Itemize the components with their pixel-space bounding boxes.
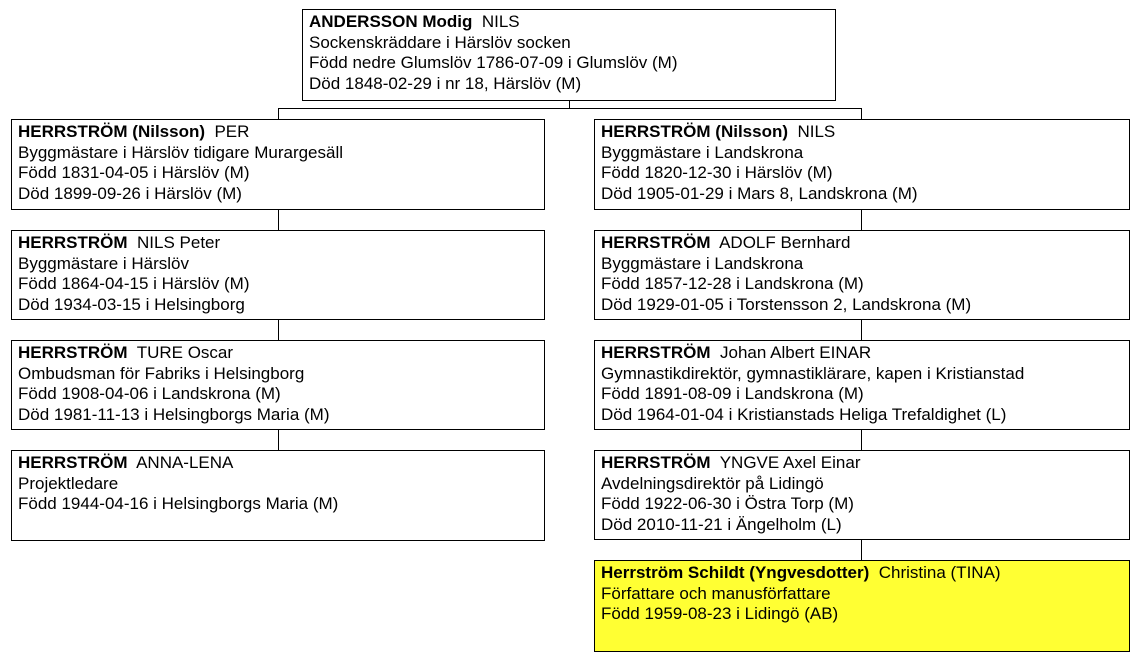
- person-card-right-4: [594, 450, 1130, 540]
- person-born: Född 1908-04-06 i Landskrona (M): [18, 384, 281, 403]
- person-card-right-1: [594, 119, 1130, 210]
- person-surname: HERRSTRÖM: [601, 233, 711, 252]
- person-given-name: ANNA-LENA: [136, 453, 234, 472]
- person-died: Död 1929-01-05 i Torstensson 2, Landskrona (M): [601, 294, 972, 314]
- connector-right-2-3: [861, 319, 862, 341]
- person-name: [18, 453, 538, 474]
- person-occupation: Byggmästare i Härslöv: [18, 253, 190, 273]
- person-given-name: NILS Peter: [137, 233, 221, 252]
- person-card-left-1: [11, 119, 545, 210]
- connector-horizontal: [278, 108, 862, 109]
- person-given-name: Johan Albert EINAR: [720, 343, 872, 362]
- person-occupation: Ombudsman för Fabriks i Helsingborg: [18, 363, 305, 383]
- person-given-name: TURE Oscar: [136, 343, 234, 362]
- person-born: Född nedre Glumslöv 1786-07-09 i Glumslöv (M): [309, 53, 678, 72]
- person-died: Död 2010-11-21 i Ängelholm (L): [601, 514, 842, 534]
- person-born: Född 1959-08-23 i Lidingö (AB): [601, 604, 839, 623]
- person-surname: HERRSTRÖM: [18, 233, 128, 252]
- person-given-name: YNGVE Axel Einar: [719, 453, 861, 472]
- person-surname: HERRSTRÖM: [18, 343, 128, 362]
- person-died: Död 1964-01-04 i Kristianstads Heliga Trefaldighet (L): [601, 404, 1007, 424]
- person-died: Död 1934-03-15 i Helsingborg: [18, 294, 245, 314]
- connector-left-3-4: [278, 429, 279, 451]
- person-card-right-2: [594, 230, 1130, 320]
- person-born: Född 1831-04-05 i Härslöv (M): [18, 163, 250, 182]
- person-given-name: PER: [214, 122, 250, 141]
- person-name: [18, 122, 538, 143]
- person-died: Död 1848-02-29 i nr 18, Härslöv (M): [309, 73, 582, 93]
- person-surname: HERRSTRÖM: [18, 453, 128, 472]
- person-given-name: NILS: [797, 122, 836, 141]
- connector-right-1-2: [861, 209, 862, 231]
- person-died: Död 1899-09-26 i Härslöv (M): [18, 183, 242, 203]
- connector-left-1-2: [278, 209, 279, 231]
- person-occupation: Byggmästare i Landskrona: [601, 253, 804, 273]
- person-born: Född 1857-12-28 i Landskrona (M): [601, 274, 864, 293]
- person-name: [601, 453, 1123, 474]
- person-card-root: [302, 9, 836, 101]
- person-name: [601, 122, 1123, 143]
- person-given-name: NILS: [481, 12, 520, 31]
- person-card-left-4: [11, 450, 545, 541]
- person-card-right-3: [594, 340, 1130, 430]
- person-name: [601, 233, 1123, 254]
- person-name: [601, 343, 1123, 364]
- person-occupation: Byggmästare i Härslöv tidigare Murargesäll: [18, 142, 344, 162]
- person-given-name: ADOLF Bernhard: [719, 233, 851, 252]
- person-occupation: Gymnastikdirektör, gymnastiklärare, kapen i Kristianstad: [601, 363, 1025, 383]
- person-surname: Herrström Schildt (Yngvesdotter): [601, 563, 870, 582]
- person-occupation: Avdelningsdirektör på Lidingö: [601, 473, 824, 493]
- person-surname: HERRSTRÖM (Nilsson): [601, 122, 788, 141]
- person-born: Född 1944-04-16 i Helsingborgs Maria (M): [18, 494, 339, 513]
- person-card-left-2: [11, 230, 545, 320]
- connector-right-3-4: [861, 429, 862, 451]
- person-occupation: Projektledare: [18, 473, 119, 493]
- person-surname: HERRSTRÖM: [601, 343, 711, 362]
- person-born: Född 1864-04-15 i Härslöv (M): [18, 274, 250, 293]
- connector-left-2-3: [278, 319, 279, 341]
- person-born: Född 1891-08-09 i Landskrona (M): [601, 384, 864, 403]
- person-given-name: Christina (TINA): [878, 563, 1001, 582]
- person-occupation: Sockenskräddare i Härslöv socken: [309, 32, 571, 52]
- person-surname: ANDERSSON Modig: [309, 12, 473, 31]
- person-name: [601, 563, 1123, 584]
- person-occupation: Byggmästare i Landskrona: [601, 142, 804, 162]
- person-born: Född 1922-06-30 i Östra Torp (M): [601, 494, 854, 513]
- person-died: Död 1981-11-13 i Helsingborgs Maria (M): [18, 404, 330, 424]
- connector-right-4-5: [861, 539, 862, 561]
- person-name: [18, 343, 538, 364]
- person-card-left-3: [11, 340, 545, 430]
- person-name: [309, 12, 829, 33]
- person-name: [18, 233, 538, 254]
- person-born: Född 1820-12-30 i Härslöv (M): [601, 163, 833, 182]
- person-card-right-5-highlighted: [594, 560, 1130, 652]
- person-surname: HERRSTRÖM: [601, 453, 711, 472]
- person-occupation: Författare och manusförfattare: [601, 583, 831, 603]
- person-surname: HERRSTRÖM (Nilsson): [18, 122, 205, 141]
- person-died: Död 1905-01-29 i Mars 8, Landskrona (M): [601, 183, 918, 203]
